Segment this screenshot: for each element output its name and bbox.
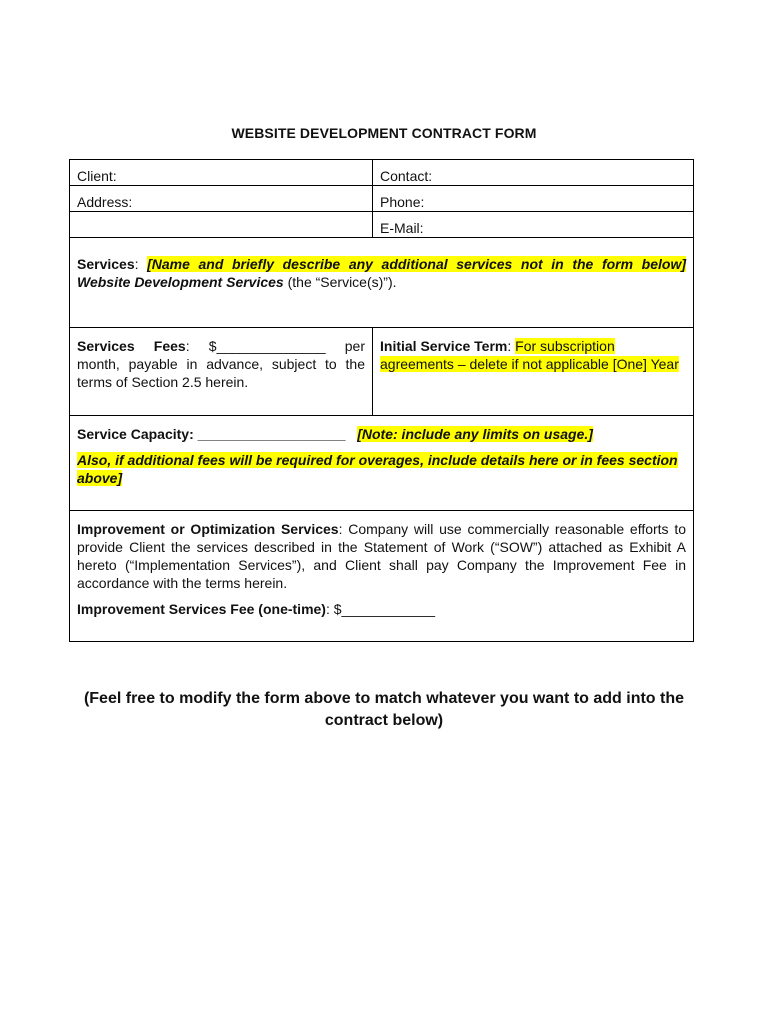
improvement-text: : Company will use commercially reasonable efforts to provide Client the services described in the Statement of Work (“SOW”) attached as Exhibit A hereto (“Implementation Services”), and Client shall pay Company the Improvement Fee in accordance with the terms herein. — [77, 521, 686, 591]
email-field[interactable] — [373, 212, 694, 238]
modify-form-note: (Feel free to modify the form above to match whatever you want to add into the contract below) — [83, 690, 685, 729]
services-fees-cell[interactable] — [70, 328, 373, 416]
email-label: E-Mail: — [380, 220, 424, 236]
contact-label: Contact: — [380, 168, 433, 184]
improvement-fee-value: : $____________ — [325, 601, 435, 617]
phone-label: Phone: — [380, 194, 425, 210]
email-row — [70, 212, 694, 238]
capacity-overage-note: Also, if additional fees will be required for overages, include details here or in fees section above] — [77, 452, 678, 486]
services-label: Services — [77, 256, 135, 272]
client-field[interactable] — [70, 160, 373, 186]
improvement-cell[interactable] — [70, 511, 694, 642]
improvement-label: Improvement or Optimization Services — [77, 521, 339, 537]
capacity-row — [70, 416, 694, 511]
term-placeholder: For subscription agreements – delete if not applicable [One] Year — [380, 338, 679, 372]
services-suffix: (the “Service(s)”). — [283, 274, 397, 290]
service-capacity-label: Service Capacity: ___________________ — [77, 426, 346, 442]
services-fees-text: : $______________ per month, payable in advance, subject to the terms of Section 2.5 herein. — [77, 338, 365, 390]
services-name: Website Development Services — [77, 274, 284, 290]
client-contact-row — [70, 160, 694, 186]
improvement-fee-label: Improvement Services Fee (one-time) — [77, 601, 326, 617]
phone-field[interactable] — [373, 186, 694, 212]
empty-cell — [70, 212, 373, 238]
capacity-note: [Note: include any limits on usage.] — [357, 426, 593, 442]
services-placeholder: [Name and briefly describe any additional services not in the form below] — [147, 256, 686, 272]
client-label: Client: — [77, 168, 117, 184]
initial-service-term-cell[interactable] — [373, 328, 694, 416]
fees-term-row — [70, 328, 694, 416]
document-title: WEBSITE DEVELOPMENT CONTRACT FORM — [231, 125, 537, 141]
term-colon: : — [507, 338, 516, 354]
address-phone-row — [70, 186, 694, 212]
contact-field[interactable] — [373, 160, 694, 186]
initial-service-term-label: Initial Service Term — [380, 338, 508, 354]
address-label: Address: — [77, 194, 133, 210]
service-capacity-cell[interactable] — [70, 416, 694, 511]
services-cell[interactable] — [70, 238, 694, 328]
improvement-row — [70, 511, 694, 642]
services-row — [70, 238, 694, 328]
services-colon: : — [134, 256, 148, 272]
services-fees-label: Services Fees — [77, 338, 186, 354]
address-field[interactable] — [70, 186, 373, 212]
contract-form-table — [69, 159, 694, 642]
